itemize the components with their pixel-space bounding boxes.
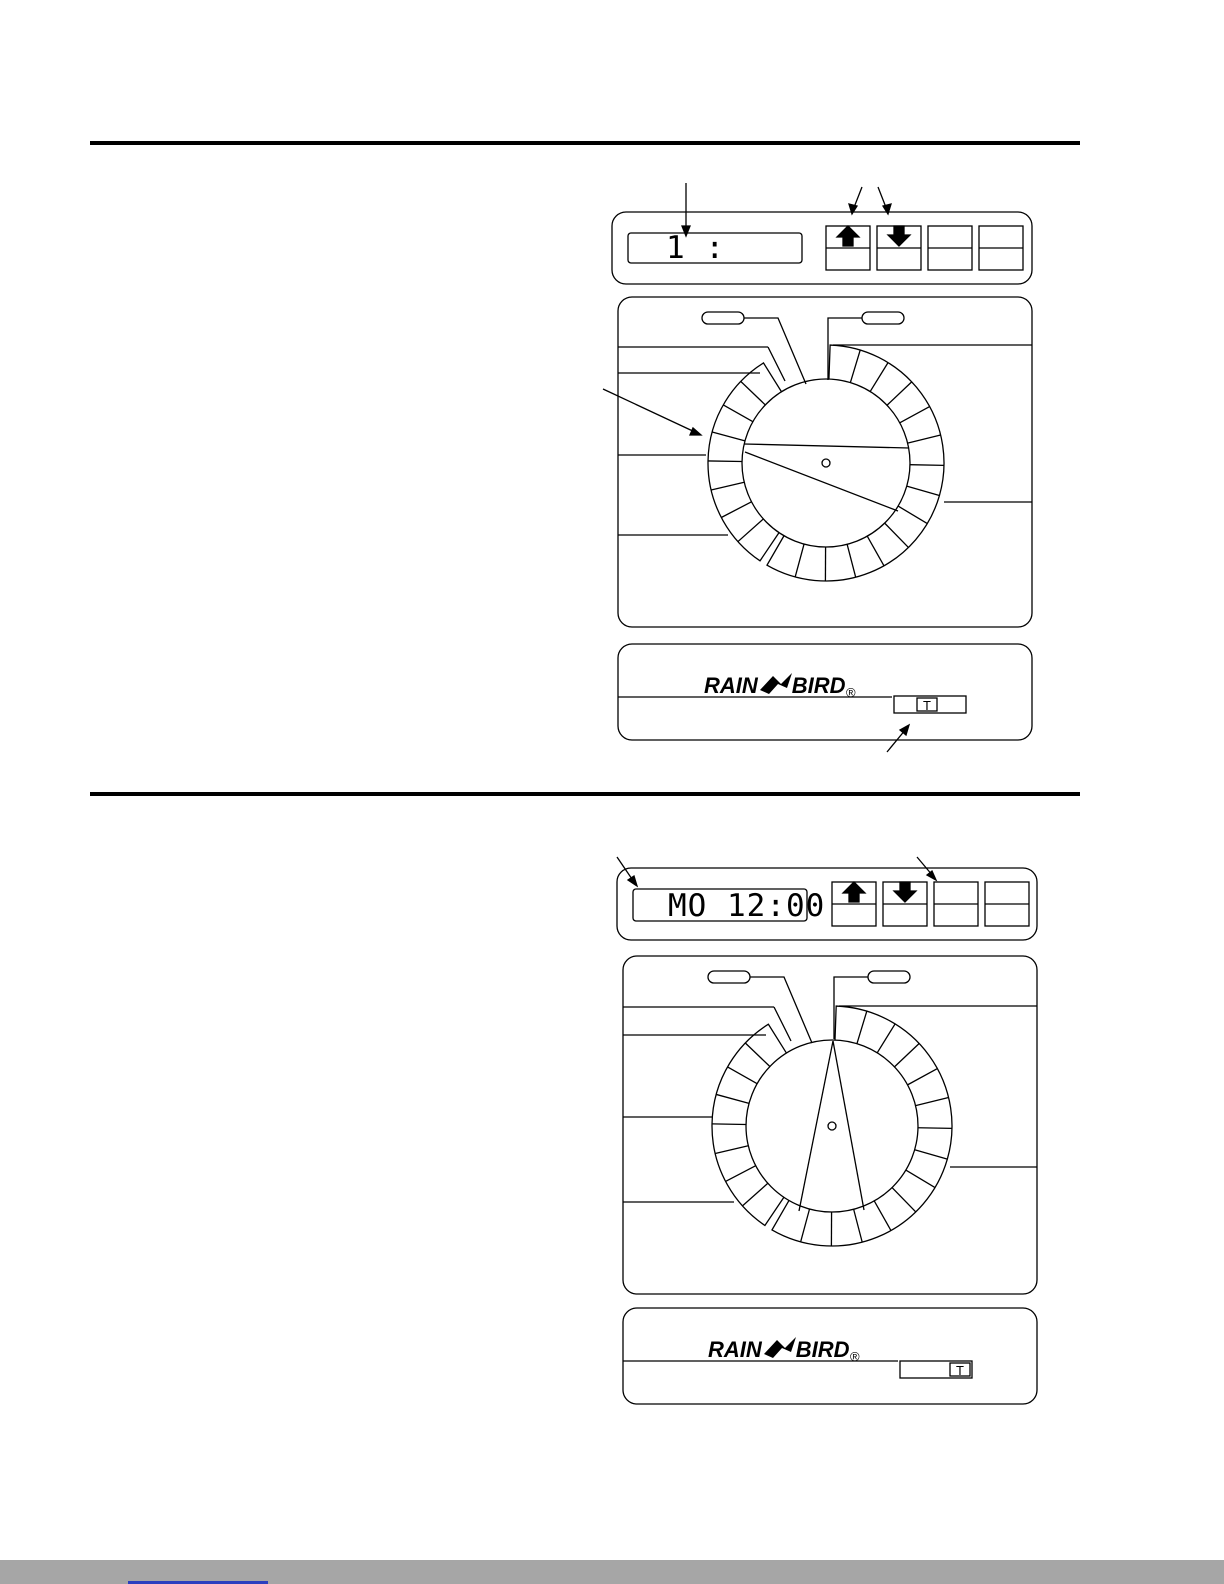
dial-face xyxy=(742,379,910,547)
dial-pointer-edge-a xyxy=(744,444,909,448)
dial-ring-segment[interactable] xyxy=(795,544,804,577)
dial-pointer-edge-b xyxy=(745,452,898,511)
dial-ring-segment[interactable] xyxy=(907,486,940,495)
dial-ring-segment[interactable] xyxy=(708,461,742,462)
dial-ring-segment[interactable] xyxy=(916,1098,949,1106)
dial-ring-segment[interactable] xyxy=(910,465,944,466)
brand-name-part2: BIRD xyxy=(791,673,846,698)
dial-ring-segment[interactable] xyxy=(857,1011,867,1044)
dial-ring-segment[interactable] xyxy=(918,1128,952,1129)
dial-ring-outline xyxy=(712,1024,786,1225)
dial-ring-outline xyxy=(767,345,944,581)
key-button-4[interactable] xyxy=(985,882,1029,926)
dial-ring-segment[interactable] xyxy=(723,405,753,422)
dial-label-tab-right xyxy=(862,312,904,324)
dial-ring-segment[interactable] xyxy=(711,482,744,490)
dial-label-tab-left xyxy=(708,971,750,983)
down-button[interactable] xyxy=(877,226,921,270)
callout-arrow-down-button xyxy=(878,187,891,214)
dial-ring-segment[interactable] xyxy=(726,1166,756,1182)
bird-logo-icon xyxy=(760,673,792,694)
dial-ring-segment[interactable] xyxy=(716,1094,749,1103)
dial-ring-segment[interactable] xyxy=(867,536,884,566)
callout-arrow-switch xyxy=(887,725,909,752)
up-arrow-icon xyxy=(837,226,859,246)
dial-ring-segment[interactable] xyxy=(712,432,745,441)
dial-label-tab-right xyxy=(868,971,910,983)
dial-label-tab-left xyxy=(702,312,744,324)
callout-arrow-up-button xyxy=(849,187,862,214)
dial-ring-segment[interactable] xyxy=(741,381,766,405)
station-marker: T xyxy=(956,1363,964,1378)
callout-arrow-lcd xyxy=(617,857,637,886)
down-arrow-icon xyxy=(888,226,910,246)
dial-ring-segment[interactable] xyxy=(742,1183,767,1206)
dial-ring-segment[interactable] xyxy=(898,506,927,523)
dial-ring-segment[interactable] xyxy=(870,363,888,392)
dial-ring-segment[interactable] xyxy=(728,1067,758,1084)
station-marker: T xyxy=(923,698,931,713)
registered-mark-icon: ® xyxy=(850,1349,860,1364)
brand-name-part1: RAIN xyxy=(704,673,758,698)
dial-ring-segment[interactable] xyxy=(906,1170,935,1187)
lcd-readout: 1 : xyxy=(666,230,725,266)
bird-logo-icon xyxy=(764,1337,796,1358)
callout-arrow-display xyxy=(682,183,690,236)
dial-ring-segment[interactable] xyxy=(850,350,860,383)
dial-ring-segment[interactable] xyxy=(908,1069,938,1085)
panel-1 xyxy=(603,183,1032,752)
up-button[interactable] xyxy=(832,882,876,926)
down-arrow-icon xyxy=(894,882,916,902)
dial-ring-segment[interactable] xyxy=(915,1150,948,1159)
lcd-readout: MO 12:00 xyxy=(668,888,826,924)
panel-2 xyxy=(617,857,1037,1404)
dial-ring-segment[interactable] xyxy=(900,407,930,423)
registered-mark-icon: ® xyxy=(846,685,856,700)
station-switch[interactable] xyxy=(900,1361,972,1378)
key-button-3[interactable] xyxy=(928,226,972,270)
dial-face xyxy=(746,1040,918,1212)
dial-ring-segment[interactable] xyxy=(908,435,941,443)
dial-ring-segment[interactable] xyxy=(847,544,856,577)
dial-ring-segment[interactable] xyxy=(721,502,751,518)
dial-ring-segment[interactable] xyxy=(854,1209,863,1242)
dial-ring-segment[interactable] xyxy=(887,382,912,405)
dial-ring-segment[interactable] xyxy=(877,1024,895,1053)
dial-ring-segment[interactable] xyxy=(745,1043,770,1067)
brand-name-part1: RAIN xyxy=(708,1337,762,1362)
up-button[interactable] xyxy=(826,226,870,270)
dial-ring-segment[interactable] xyxy=(801,1209,810,1242)
dial-ring-segment[interactable] xyxy=(715,1146,748,1154)
dial-ring-segment[interactable] xyxy=(894,1044,919,1067)
dial-center xyxy=(828,1122,836,1130)
dial-ring-segment[interactable] xyxy=(874,1201,891,1231)
dial-pointer-edge-b xyxy=(833,1041,864,1210)
dial-ring-segment[interactable] xyxy=(738,519,763,542)
up-arrow-icon xyxy=(843,882,865,902)
key-button-3[interactable] xyxy=(934,882,978,926)
down-button[interactable] xyxy=(883,882,927,926)
dial-center xyxy=(822,459,830,467)
dial-ring-segment[interactable] xyxy=(712,1124,746,1125)
station-switch[interactable] xyxy=(894,696,966,713)
key-button-4[interactable] xyxy=(979,226,1023,270)
dial-ring-segment[interactable] xyxy=(892,1188,916,1212)
dial-ring xyxy=(708,345,944,581)
dial-ring-segment[interactable] xyxy=(885,523,909,547)
brand-name-part2: BIRD xyxy=(795,1337,850,1362)
dial-ring xyxy=(712,1006,952,1246)
